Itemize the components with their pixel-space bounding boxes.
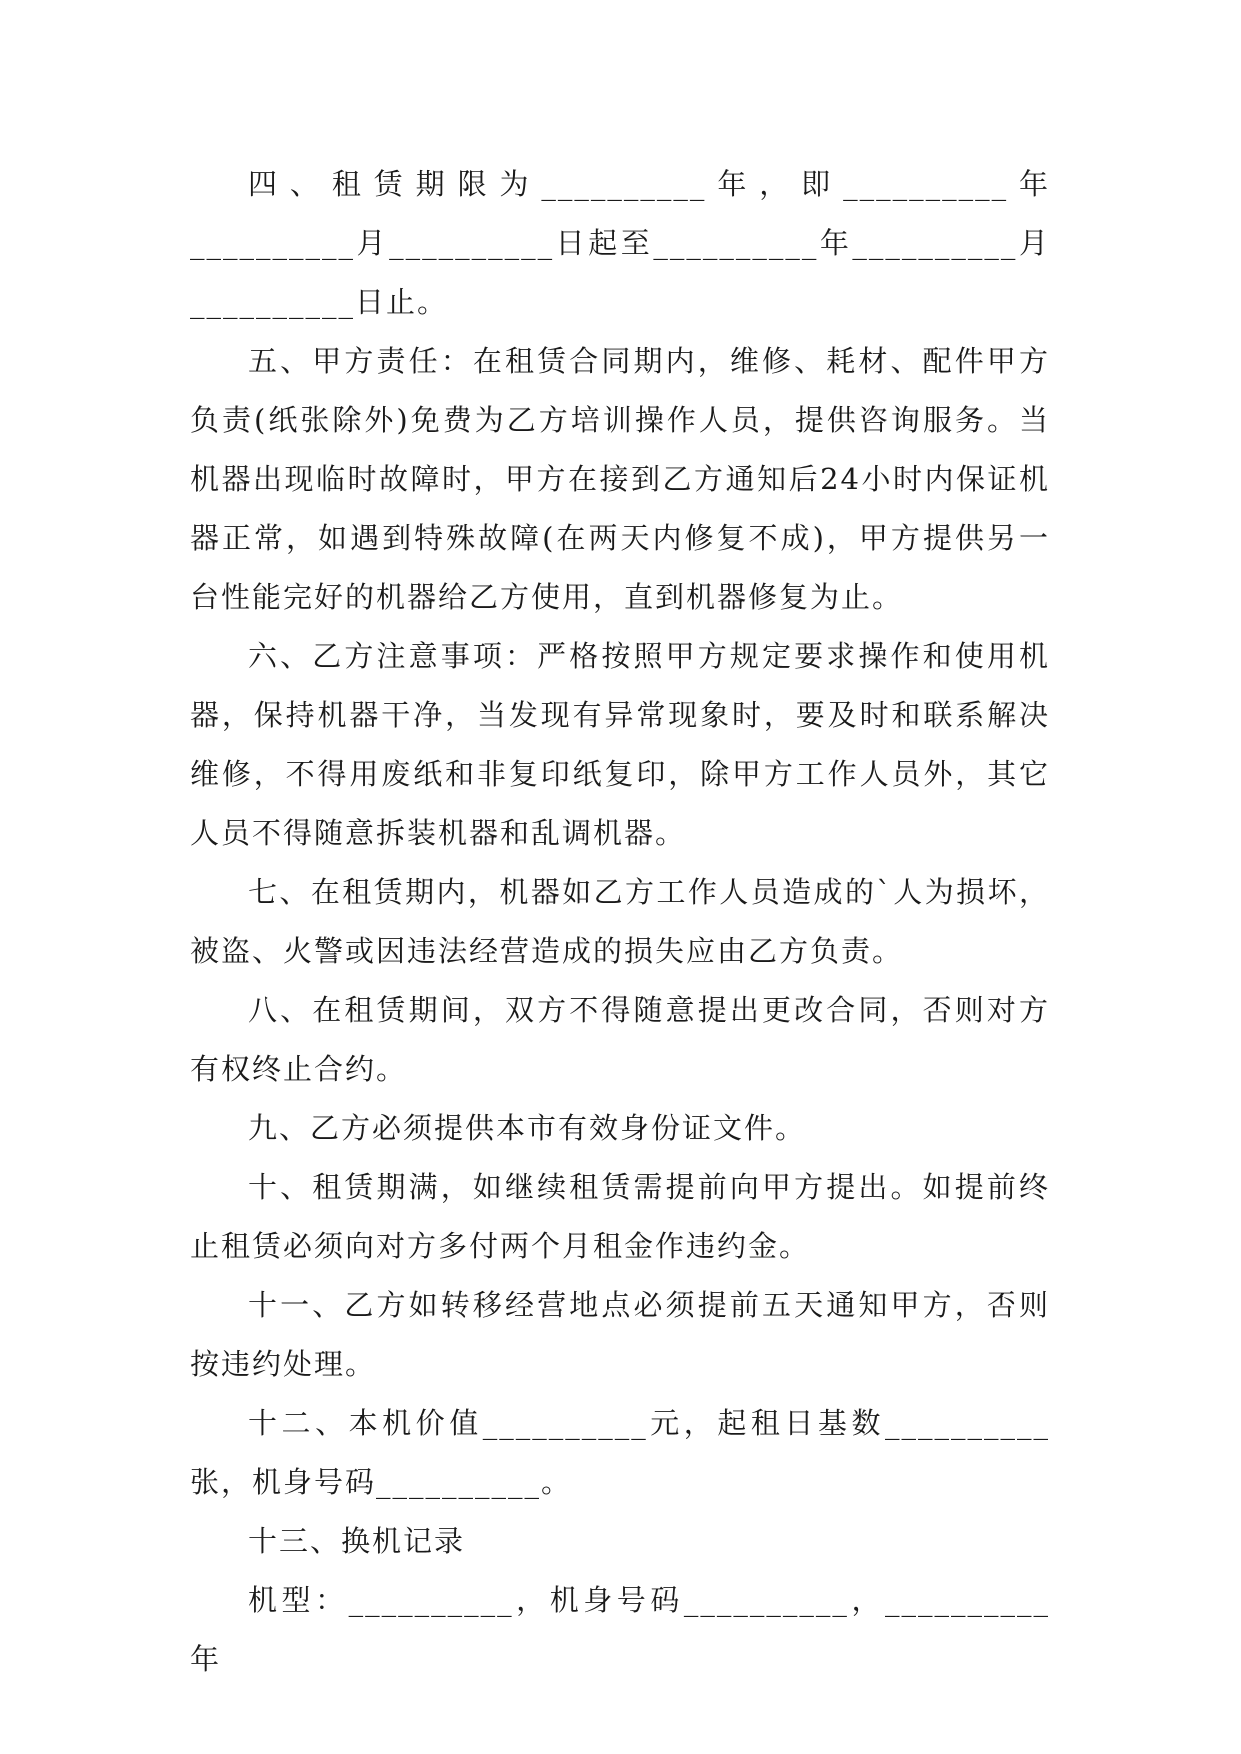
contract-body	[190, 155, 1050, 1689]
clause-5-lessor-duties: 五、甲方责任：在租赁合同期内，维修、耗材、配件甲方负责(纸张除外)免费为乙方培训操作人员，提供咨询服务。当机器出现临时故障时，甲方在接到乙方通知后24小时内保证机器正常，如遇到特殊故障(在两天内修复不成)，甲方提供另一台性能完好的机器给乙方使用，直到机器修复为止。	[190, 344, 1050, 614]
clause-11-relocation: 十一、乙方如转移经营地点必须提前五天通知甲方，否则按违约处理。	[190, 1288, 1050, 1381]
clause-7-damage-liability: 七、在租赁期内，机器如乙方工作人员造成的`人为损坏，被盗、火警或因违法经营造成的损失应由乙方负责。	[190, 875, 1050, 968]
clause-10-renewal: 十、租赁期满，如继续租赁需提前向甲方提出。如提前终止租赁必须向对方多付两个月租金作违约金。	[190, 1170, 1050, 1263]
clause-6-lessee-notes: 六、乙方注意事项：严格按照甲方规定要求操作和使用机器，保持机器干净，当发现有异常现象时，要及时和联系解决维修，不得用废纸和非复印纸复印，除甲方工作人员外，其它人员不得随意拆装机器和乱调机器。	[190, 639, 1050, 850]
clause-9-id-documents: 九、乙方必须提供本市有效身份证文件。	[248, 1111, 807, 1145]
exchange-record-line: 机型：__________，机身号码__________，__________年	[190, 1583, 1050, 1676]
clause-4-lease-term: 四、租赁期限为__________年，即__________年__________月__________日起至__________年__________月__________日止。	[190, 167, 1050, 319]
clause-8-no-amendment: 八、在租赁期间，双方不得随意提出更改合同，否则对方有权终止合约。	[190, 993, 1050, 1086]
clause-12-machine-value: 十二、本机价值__________元，起租日基数__________张，机身号码__________。	[190, 1406, 1050, 1499]
clause-13-exchange-record: 十三、换机记录	[248, 1524, 466, 1558]
